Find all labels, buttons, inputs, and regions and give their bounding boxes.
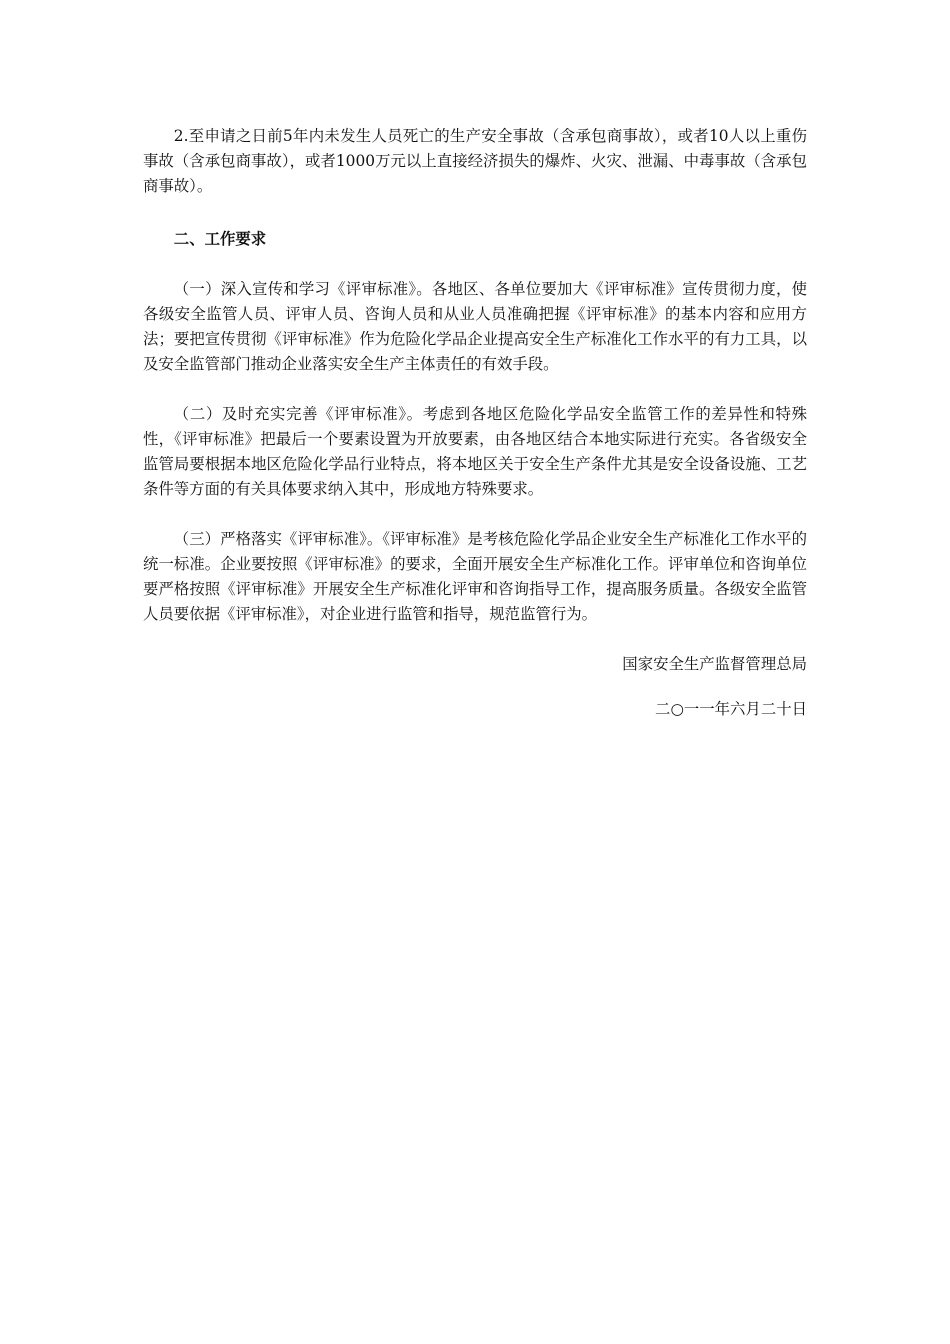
issue-date: 二○一一年六月二十日	[655, 700, 807, 718]
issuing-authority: 国家安全生产监督管理总局	[622, 655, 807, 673]
paragraph-item-2: 2.至申请之日前5年内未发生人员死亡的生产安全事故（含承包商事故），或者10人以上重伤事故（含承包商事故），或者1000万元以上直接经济损失的爆炸、火灾、泄漏、中毒事故（含承包商事故）。	[143, 127, 807, 195]
paragraph-requirement-1: （一）深入宣传和学习《评审标准》。各地区、各单位要加大《评审标准》宣传贯彻力度，使各级安全监管人员、评审人员、咨询人员和从业人员准确把握《评审标准》的基本内容和应用方法；要把宣传贯彻《评审标准》作为危险化学品企业提高安全生产标准化工作水平的有力工具，以及安全监管部门推动企业落实安全生产主体责任的有效手段。	[143, 280, 807, 373]
paragraph-requirement-3: （三）严格落实《评审标准》。《评审标准》是考核危险化学品企业安全生产标准化工作水平的统一标准。企业要按照《评审标准》的要求，全面开展安全生产标准化工作。评审单位和咨询单位要严格按照《评审标准》开展安全生产标准化评审和咨询指导工作，提高服务质量。各级安全监管人员要依据《评审标准》，对企业进行监管和指导，规范监管行为。	[143, 530, 807, 623]
paragraph-requirement-2: （二）及时充实完善《评审标准》。考虑到各地区危险化学品安全监管工作的差异性和特殊性，《评审标准》把最后一个要素设置为开放要素，由各地区结合本地实际进行充实。各省级安全监管局要根据本地区危险化学品行业特点，将本地区关于安全生产条件尤其是安全设备设施、工艺条件等方面的有关具体要求纳入其中，形成地方特殊要求。	[143, 405, 807, 498]
section-heading-work-requirements: 二、工作要求	[173, 230, 267, 248]
document-body	[143, 124, 807, 722]
